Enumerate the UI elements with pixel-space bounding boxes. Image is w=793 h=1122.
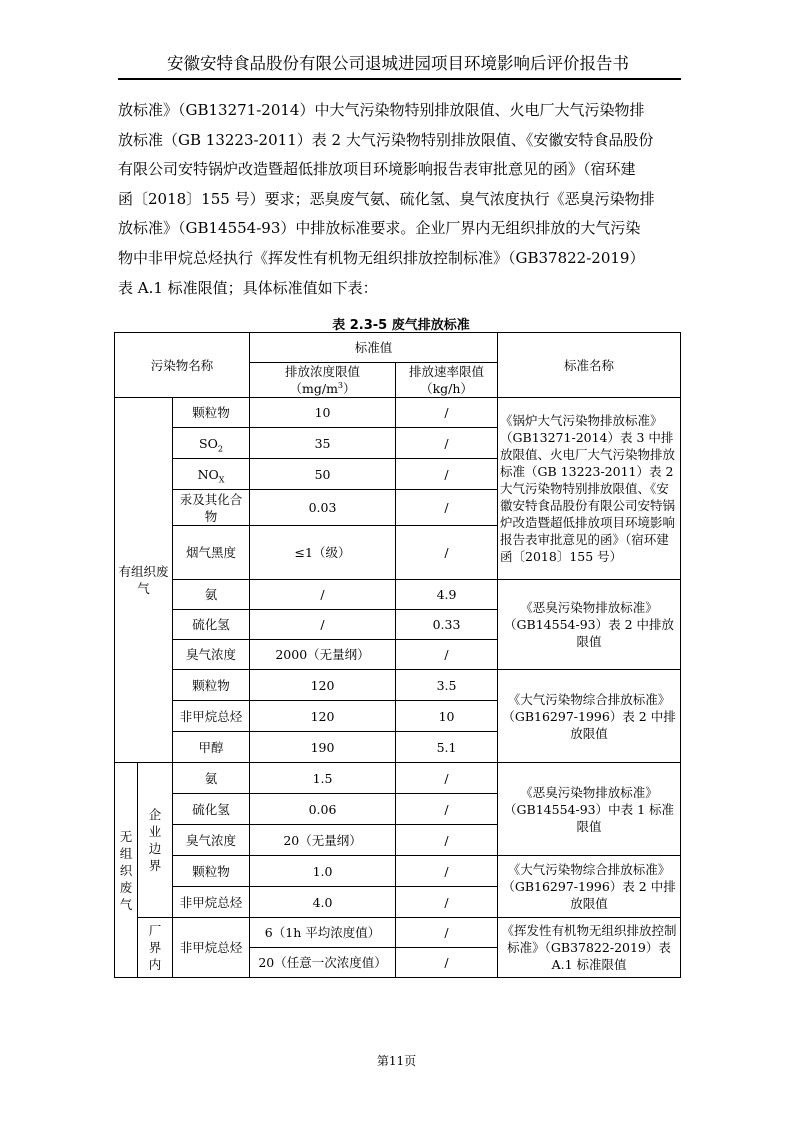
conc-value: 120 xyxy=(250,670,396,701)
pollutant-name: $NO_X$ xyxy=(173,459,250,490)
rate-value: / xyxy=(396,948,498,978)
conc-value: 1.5 xyxy=(250,763,396,794)
pollutant-name: 硫化氢 xyxy=(173,610,250,640)
header-pollutant: 污染物名称 xyxy=(115,333,250,398)
subcategory-enterprise-boundary: 企业边界 xyxy=(138,763,173,918)
rate-value: 10 xyxy=(396,701,498,732)
rate-value: / xyxy=(396,526,498,580)
standard-name: 《恶臭污染物排放标准》（GB14554-93）中表 1 标准限值 xyxy=(498,763,681,856)
table-row xyxy=(115,763,681,794)
paragraph-line: 表 A.1 标准限值；具体标准值如下表： xyxy=(118,278,378,297)
rate-value: 5.1 xyxy=(396,732,498,763)
conc-value: ≤1（级） xyxy=(250,526,396,580)
standard-name: 《大气污染物综合排放标准》（GB16297-1996）表 2 中排放限值 xyxy=(498,670,681,763)
rate-value: / xyxy=(396,640,498,670)
conc-value: 20（无量纲） xyxy=(250,825,396,856)
conc-value: / xyxy=(250,610,396,640)
paragraph-line: 函〔2018〕155 号）要求；恶臭废气氨、硫化氢、臭气浓度执行《恶臭污染物排 xyxy=(118,189,655,208)
table-row xyxy=(115,398,681,428)
pollutant-name: 氨 xyxy=(173,580,250,610)
category-organized: 有组织废气 xyxy=(115,398,173,763)
rate-value: / xyxy=(396,794,498,825)
header-conc-limit: 排放浓度限值$(mg/m^3)$ xyxy=(250,363,396,398)
conc-value: 4.0 xyxy=(250,887,396,918)
rate-value: 0.33 xyxy=(396,610,498,640)
conc-value: 6（1h 平均浓度值） xyxy=(250,918,396,948)
category-unorganized: 无组织废气 xyxy=(115,763,138,978)
paragraph-line: 放标准（GB 13223-2011）表 2 大气污染物特别排放限值、《安徽安特食品股份 xyxy=(118,130,654,149)
conc-value: 120 xyxy=(250,701,396,732)
conc-value: 0.03 xyxy=(250,490,396,526)
paragraph-line: 放标准》（GB14554-93）中排放标准要求。企业厂界内无组织排放的大气污染 xyxy=(118,219,641,238)
pollutant-name: 颗粒物 xyxy=(173,856,250,887)
pollutant-name: $SO_2$ xyxy=(173,428,250,459)
rate-value: / xyxy=(396,398,498,428)
table-row xyxy=(115,670,681,701)
conc-value: 35 xyxy=(250,428,396,459)
table-caption: 表 2.3-5 废气排放标准 xyxy=(332,318,470,333)
table-row xyxy=(115,856,681,887)
pollutant-name: 氨 xyxy=(173,763,250,794)
rate-value: 4.9 xyxy=(396,580,498,610)
pollutant-name: 甲醇 xyxy=(173,732,250,763)
header-rate-limit: 排放速率限值（kg/h） xyxy=(396,363,498,398)
conc-value: 190 xyxy=(250,732,396,763)
table-row xyxy=(115,580,681,610)
pollutant-name: 非甲烷总烃 xyxy=(173,887,250,918)
body-paragraph xyxy=(118,96,684,303)
pollutant-name: 臭气浓度 xyxy=(173,640,250,670)
rate-value: / xyxy=(396,918,498,948)
document-header: 安徽安特食品股份有限公司退城进园项目环境影响后评价报告书 xyxy=(167,54,629,73)
conc-value: / xyxy=(250,580,396,610)
table-row xyxy=(115,918,681,948)
header-standard-name: 标准名称 xyxy=(498,333,681,398)
table-header-row xyxy=(115,333,681,363)
conc-value: 1.0 xyxy=(250,856,396,887)
rate-value: / xyxy=(396,856,498,887)
standard-name: 《大气污染物综合排放标准》（GB16297-1996）表 2 中排放限值 xyxy=(498,856,681,918)
subcategory-inside-plant: 厂界内 xyxy=(138,918,173,978)
pollutant-name: 颗粒物 xyxy=(173,398,250,428)
rate-value: 3.5 xyxy=(396,670,498,701)
paragraph-line: 有限公司安特锅炉改造暨超低排放项目环境影响报告表审批意见的函》（宿环建 xyxy=(118,160,636,179)
standard-name: 《锅炉大气污染物排放标准》（GB13271-2014）表 3 中排放限值、火电厂大气污染物排放标准（GB 13223-2011）表 2 大气污染物特别排放限值、《安徽安特食品股份有限公司安特锅炉改造暨超低排放项目环境影响报告表审批意见的函》（宿环建函〔2018〕155 号） xyxy=(498,398,681,580)
pollutant-name: 汞及其化合物 xyxy=(173,490,250,526)
rate-value: / xyxy=(396,428,498,459)
conc-value: 50 xyxy=(250,459,396,490)
rate-value: / xyxy=(396,763,498,794)
pollutant-name: 颗粒物 xyxy=(173,670,250,701)
page-number: 第11页 xyxy=(376,1054,417,1068)
conc-value: 10 xyxy=(250,398,396,428)
header-rule xyxy=(118,78,681,80)
rate-value: / xyxy=(396,887,498,918)
header-standard-value: 标准值 xyxy=(250,333,498,363)
paragraph-line: 放标准》（GB13271-2014）中大气污染物特别排放限值、火电厂大气污染物排 xyxy=(118,101,645,119)
pollutant-name: 烟气黑度 xyxy=(173,526,250,580)
pollutant-name: 非甲烷总烃 xyxy=(173,701,250,732)
conc-value: 2000（无量纲） xyxy=(250,640,396,670)
conc-value: 20（任意一次浓度值） xyxy=(250,948,396,978)
emission-standard-table xyxy=(114,332,681,978)
standard-name: 《恶臭污染物排放标准》（GB14554-93）表 2 中排放限值 xyxy=(498,580,681,670)
pollutant-name: 非甲烷总烃 xyxy=(173,918,250,978)
pollutant-name: 臭气浓度 xyxy=(173,825,250,856)
standard-name: 《挥发性有机物无组织排放控制标准》（GB37822-2019）表 A.1 标准限值 xyxy=(498,918,681,978)
rate-value: / xyxy=(396,459,498,490)
rate-value: / xyxy=(396,490,498,526)
conc-value: 0.06 xyxy=(250,794,396,825)
rate-value: / xyxy=(396,825,498,856)
paragraph-line: 物中非甲烷总烃执行《挥发性有机物无组织排放控制标准》（GB37822-2019） xyxy=(118,248,645,267)
pollutant-name: 硫化氢 xyxy=(173,794,250,825)
